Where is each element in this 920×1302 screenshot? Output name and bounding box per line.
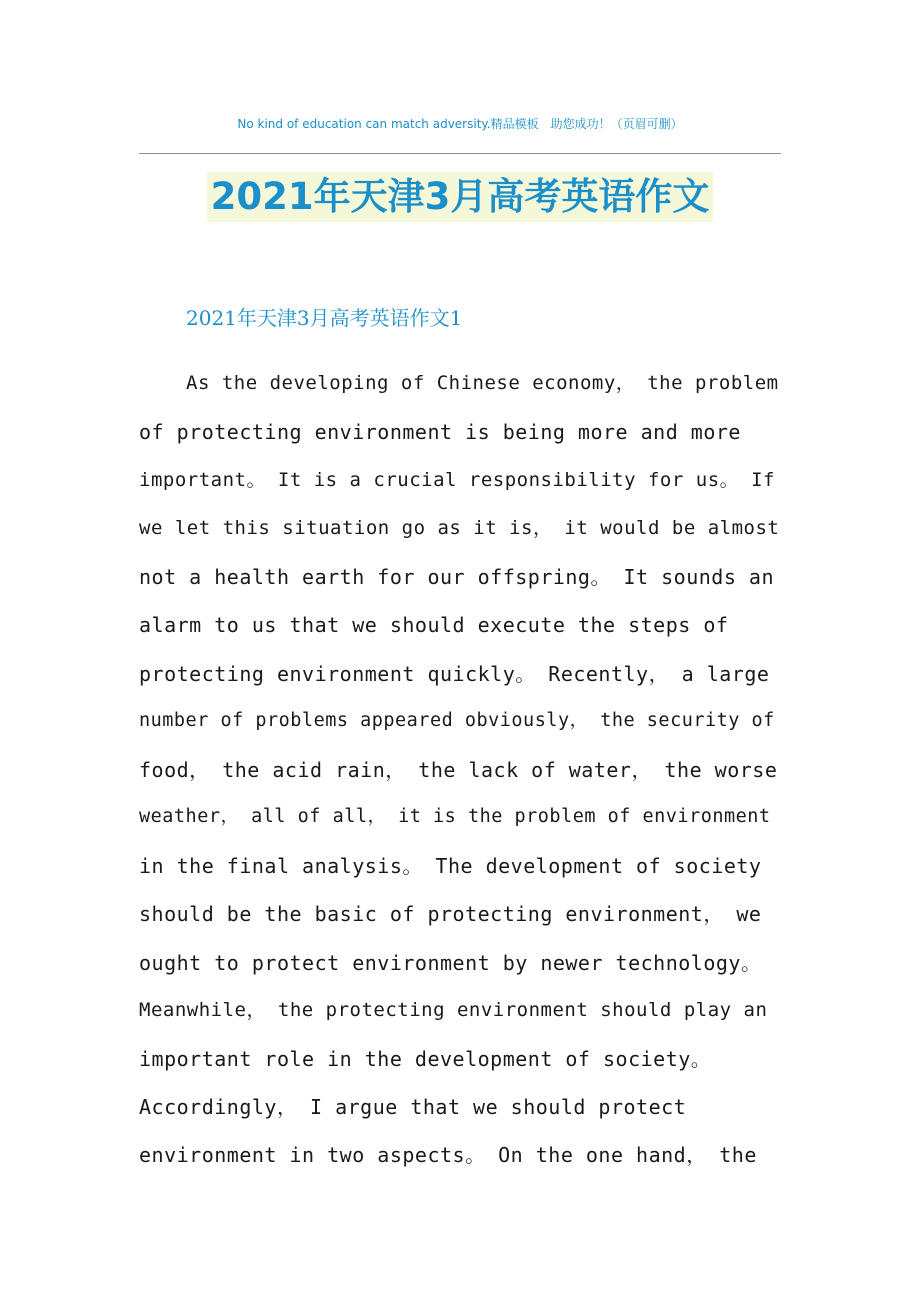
body-line: As the developing of Chinese economy， the problem: [186, 372, 779, 394]
page-header-tagline: No kind of education can match adversity.精品模板 助您成功！（页眉可删）: [237, 117, 683, 131]
body-line: protecting environment quickly。 Recently， a large: [139, 662, 770, 686]
body-line: food， the acid rain， the lack of water， the worse: [139, 758, 778, 782]
body-line: in the final analysis。 The development of society: [139, 854, 762, 878]
body-line: weather， all of all， it is the problem of environment: [139, 806, 771, 827]
body-line: alarm to us that we should execute the steps of: [139, 613, 729, 637]
body-line: number of problems appeared obviously， the security of: [139, 710, 775, 731]
body-line: of protecting environment is being more and more: [139, 420, 741, 444]
body-line: not a health earth for our offspring。 It sounds an: [139, 565, 775, 589]
section-heading: 2021年天津3月高考英语作文1: [186, 306, 463, 330]
header-divider: [139, 153, 781, 154]
body-line: Accordingly， I argue that we should protect: [139, 1095, 687, 1119]
body-line: Meanwhile， the protecting environment should play an: [139, 999, 768, 1021]
body-line: environment in two aspects。 On the one hand， the: [139, 1143, 757, 1167]
body-line: ought to protect environment by newer technology。: [139, 951, 762, 975]
body-line: important role in the development of society。: [139, 1047, 712, 1071]
body-line: important。 It is a crucial responsibility for us。 If: [139, 469, 775, 491]
title-container: [0, 172, 920, 222]
body-line: we let this situation go as it is， it would be almost: [139, 517, 780, 539]
document-title: 2021年天津3月高考英语作文: [207, 172, 714, 222]
body-line: should be the basic of protecting environment， we: [139, 902, 762, 926]
